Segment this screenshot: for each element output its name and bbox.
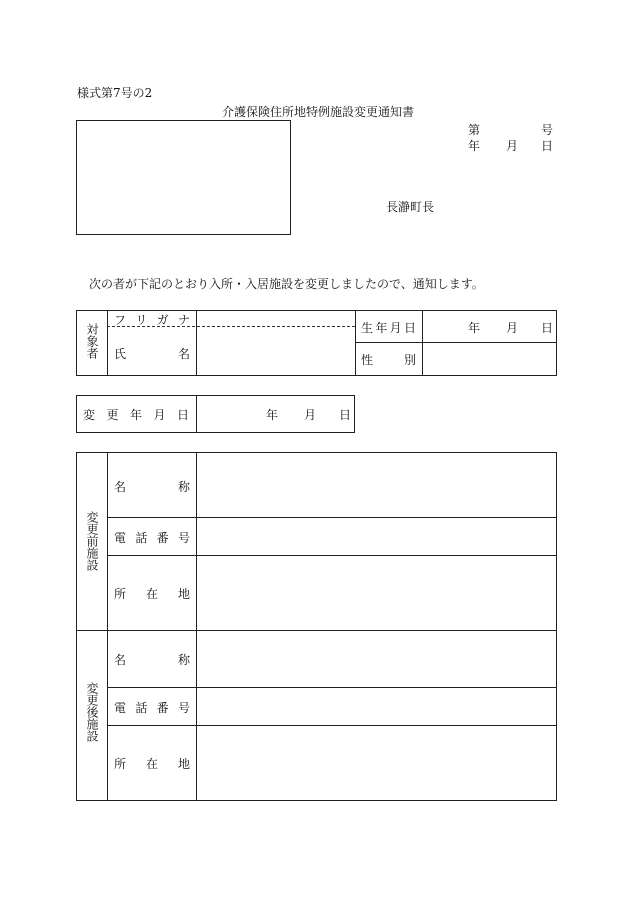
gender-label: 性 別 bbox=[361, 353, 416, 367]
birth-date-label: 生 年 月 日 bbox=[361, 321, 416, 335]
furigana-label: フ リ ガ ナ bbox=[114, 313, 190, 327]
change-day: 日 bbox=[339, 408, 352, 422]
date-month: 月 bbox=[506, 139, 519, 153]
change-year: 年 bbox=[266, 408, 279, 422]
birth-year: 年 bbox=[468, 321, 481, 335]
doc-number-suffix: 号 bbox=[541, 123, 554, 137]
change-month: 月 bbox=[304, 408, 317, 422]
before-address-label: 所 在 地 bbox=[114, 587, 190, 601]
intro-text: 次の者が下記のとおり入所・入居施設を変更しましたので、通知します。 bbox=[89, 277, 484, 291]
reception-stamp-box bbox=[76, 120, 291, 235]
change-date-label: 変 更 年 月 日 bbox=[83, 408, 189, 422]
doc-number-prefix: 第 bbox=[468, 123, 481, 137]
after-facility-label: 変更後施設 bbox=[85, 682, 99, 742]
before-facility-label: 変更前施設 bbox=[85, 511, 99, 571]
before-phone-label: 電 話 番 号 bbox=[114, 531, 190, 545]
form-number: 様式第7号の2 bbox=[77, 86, 153, 100]
after-phone-label: 電 話 番 号 bbox=[114, 701, 190, 715]
before-name-label: 名 称 bbox=[114, 480, 190, 494]
birth-day: 日 bbox=[541, 321, 554, 335]
name-label: 氏 名 bbox=[114, 347, 190, 361]
after-address-label: 所 在 地 bbox=[114, 757, 190, 771]
document-title: 介護保険住所地特例施設変更通知書 bbox=[222, 105, 415, 119]
date-day: 日 bbox=[541, 139, 554, 153]
recipient: 長瀞町長 bbox=[386, 200, 435, 214]
after-name-label: 名 称 bbox=[114, 653, 190, 667]
facility-table bbox=[76, 452, 557, 801]
birth-month: 月 bbox=[506, 321, 519, 335]
subject-label: 対象者 bbox=[85, 323, 99, 359]
date-year: 年 bbox=[468, 139, 481, 153]
